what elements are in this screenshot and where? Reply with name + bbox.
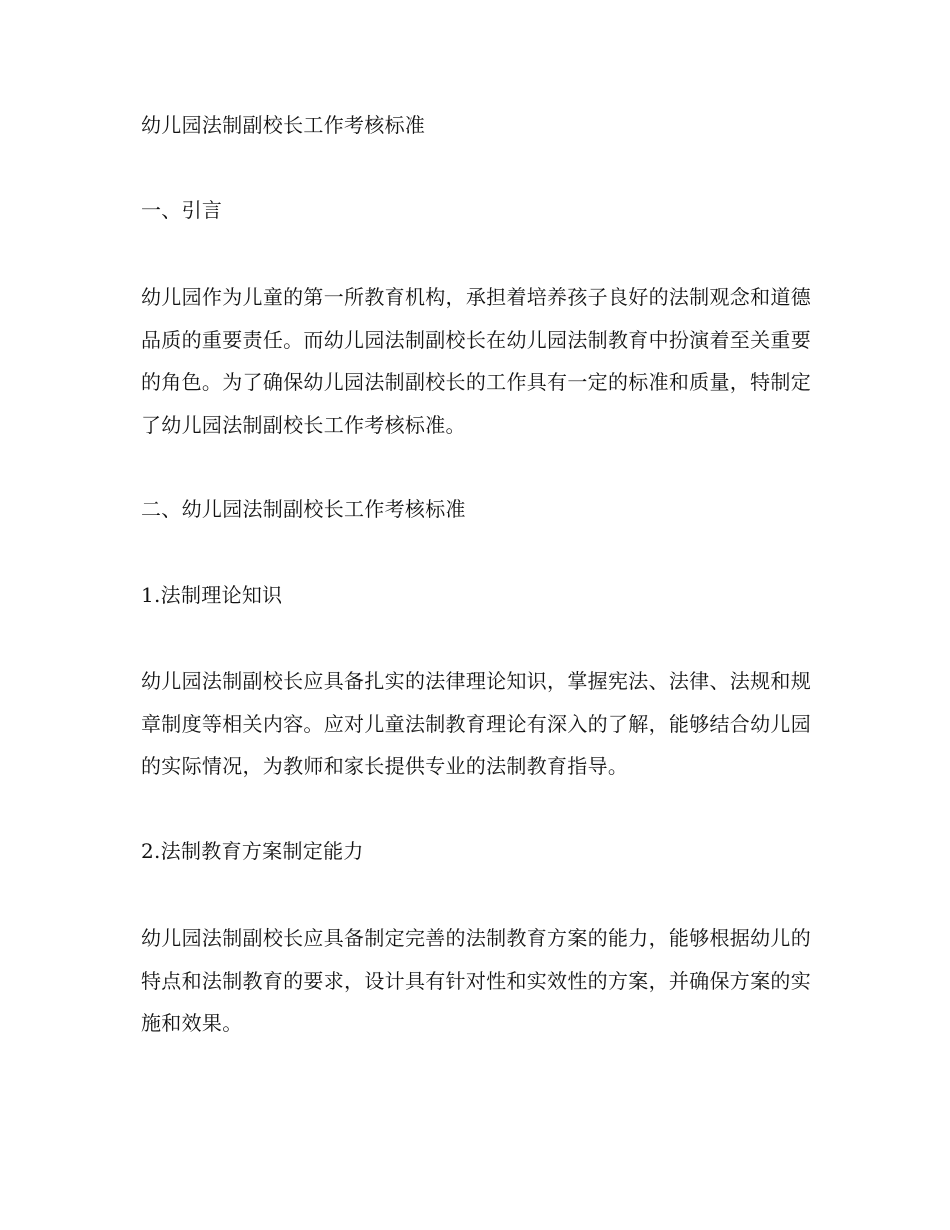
section-heading-introduction: 一、引言 [141, 198, 223, 222]
section-heading-standards: 二、幼儿园法制副校长工作考核标准 [141, 497, 466, 521]
paragraph-legal-theory: 幼儿园法制副校长应具备扎实的法律理论知识，掌握宪法、法律、法规和规章制度等相关内容。应对儿童法制教育理论有深入的了解，能够结合幼儿园的实际情况，为教师和家长提供专业的法制教育指导。 [141, 669, 811, 778]
item-heading-legal-theory: 1.法制理论知识 [141, 583, 283, 607]
paragraph-introduction: 幼儿园作为儿童的第一所教育机构，承担着培养孩子良好的法制观念和道德品质的重要责任。而幼儿园法制副校长在幼儿园法制教育中扮演着至关重要的角色。为了确保幼儿园法制副校长的工作具有一定的标准和质量，特制定了幼儿园法制副校长工作考核标准。 [141, 285, 811, 437]
document-title: 幼儿园法制副校长工作考核标准 [141, 113, 426, 137]
item-heading-program-design: 2.法制教育方案制定能力 [141, 839, 364, 863]
paragraph-program-design: 幼儿园法制副校长应具备制定完善的法制教育方案的能力，能够根据幼儿的特点和法制教育的要求，设计具有针对性和实效性的方案，并确保方案的实施和效果。 [141, 926, 811, 1035]
